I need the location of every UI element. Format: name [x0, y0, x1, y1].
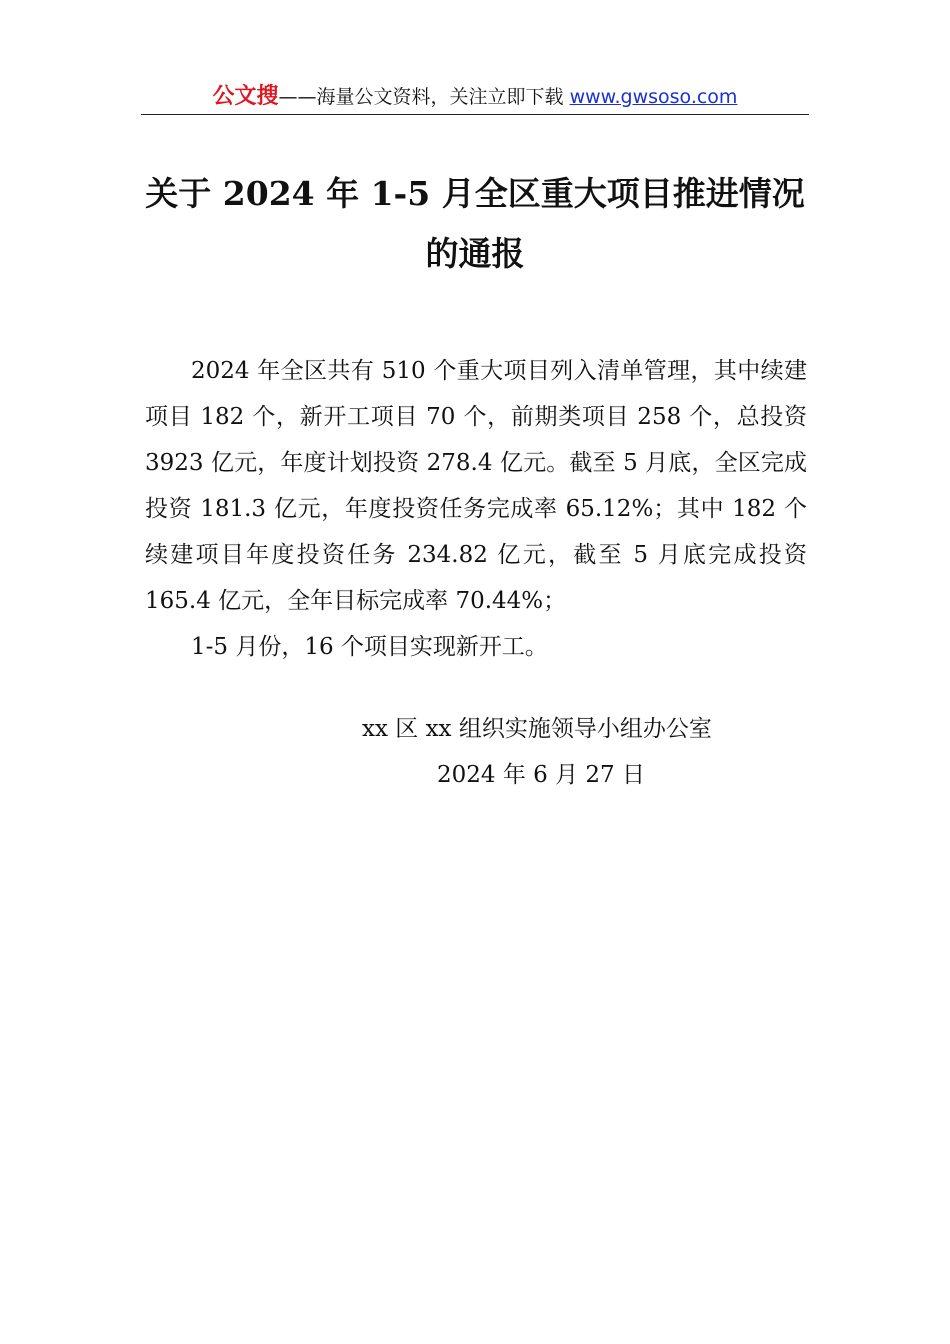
document-title: [120, 164, 830, 284]
title-line-2: 的通报: [425, 234, 525, 273]
signature-organization: xx 区 xx 组织实施领导小组办公室: [362, 716, 712, 742]
watermark-header: [141, 82, 809, 115]
signature-date: 2024 年 6 月 27 日: [437, 762, 645, 788]
title-line-1: 关于 2024 年 1-5 月全区重大项目推进情况: [145, 174, 805, 213]
document-body: [145, 348, 807, 670]
header-slogan: ——海量公文资料，关注立即下载: [278, 86, 570, 108]
website-link[interactable]: www.gwsoso.com: [569, 86, 738, 108]
brand-logo-text: 公文搜: [212, 84, 279, 109]
body-paragraph-1: 2024 年全区共有 510 个重大项目列入清单管理，其中续建项目 182 个，新开工项目 70 个，前期类项目 258 个，总投资 3923 亿元，年度计划投资 278.4 亿元。截至 5 月底，全区完成投资 181.3 亿元，年度投资任务完成率 65.12%；其中 182 个续建项目年度投资任务 234.82 亿元，截至 5 月底完成投资 165.4 亿元，全年目标完成率 70.44%；: [145, 358, 807, 614]
body-paragraph-2: 1-5 月份，16 个项目实现新开工。: [191, 634, 548, 660]
